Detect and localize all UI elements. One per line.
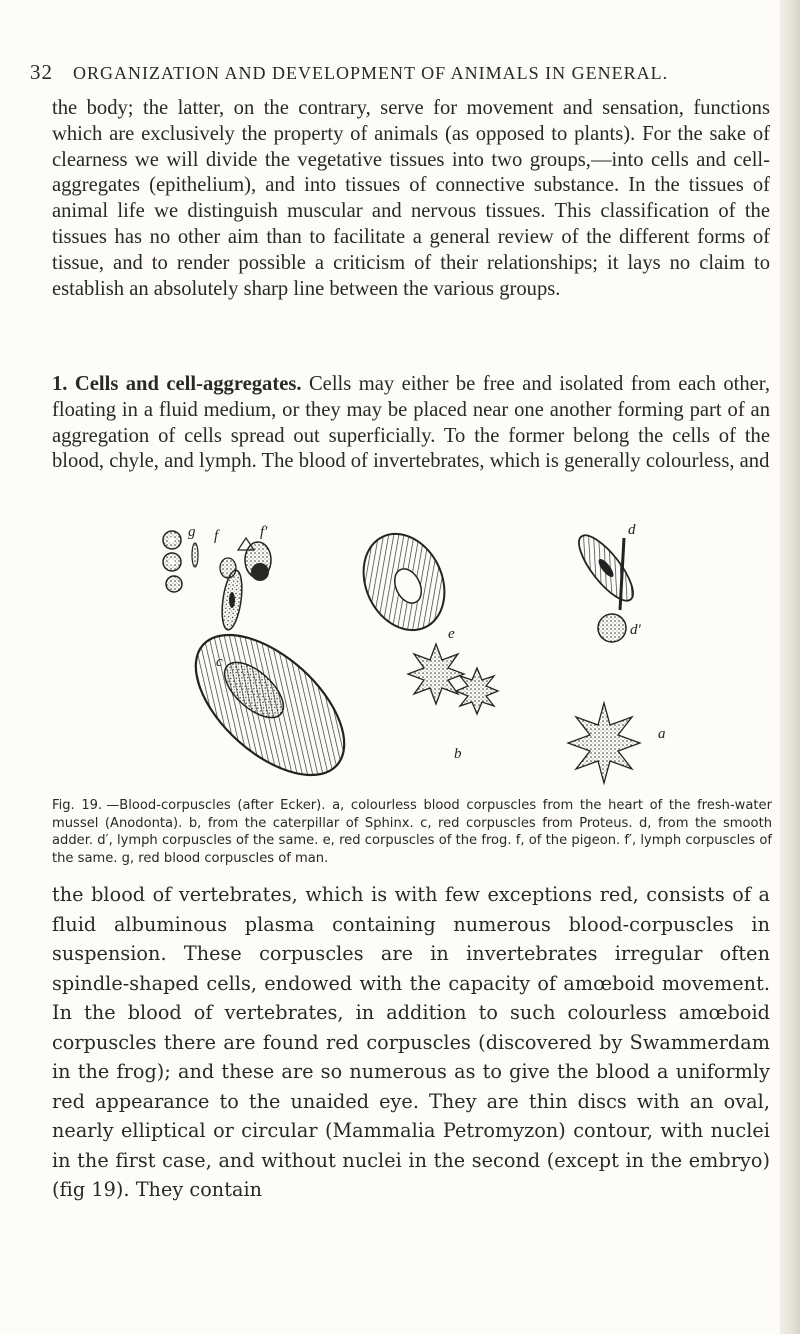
- page-number: 32: [30, 60, 53, 84]
- paragraph-1: the body; the latter, on the contrary, serve for movement and sensation, functions which are exclusively the property of animals (as opposed to plants). For the sake of clearness we will divide the vegetative tissues into two groups,—into cells and cell-aggregates (epithelium), and into tissues of connective substance. In the tissues of animal life we distinguish muscular and nervous tissues. This classification of the tissues has no other aim than to facilitate a general review of the different forms of tissue, and to render possible a criticism of their relationships; it lays no claim to establish an absolutely sharp line between the various groups.: [52, 97, 770, 300]
- figure-19-illustration: [150, 520, 680, 790]
- figure-letter-b: b: [454, 746, 462, 762]
- corpuscle-group-e: [348, 521, 459, 644]
- corpuscle-group-f: [214, 524, 271, 631]
- running-head: [30, 60, 750, 85]
- figure-letter-f-prime: f′: [260, 524, 268, 540]
- page-edge-shadow: [780, 0, 800, 1334]
- paragraph-3: the blood of vertebrates, which is with few exceptions red, consists of a fluid albuminous plasma containing numerous blood-corpuscles in suspension. These corpuscles are in invertebrates irregular often spindle-shaped cells, endowed with the capacity of amœboid movement. In the blood of vertebrates, in addition to such colourless amœboid corpuscles there are found red corpuscles (discovered by Swammerdam in the frog); and these are so numerous as to give the blood a uniformly red appearance to the unaided eye. They are thin discs with an oval, nearly elliptical or circular (Mammalia Petromyzon) contour, with nuclei in the first case, and without nuclei in the second (except in the embryo) (fig 19). They contain: [52, 883, 770, 1201]
- running-head-title: ORGANIZATION AND DEVELOPMENT OF ANIMALS IN GENERAL.: [73, 63, 669, 83]
- corpuscle-group-c: [171, 609, 369, 790]
- paragraph-2: [52, 372, 770, 475]
- figure-letter-d: d: [628, 522, 636, 538]
- figure-letter-a: a: [658, 726, 666, 742]
- paragraph-2-text: Cells may either be free and isolated from each other, floating in a fluid medium, or they may be placed near one another forming part of an aggregation of cells spread out superficially. To the former belong the cells of the blood, chyle, and lymph. The blood of invertebrates, which is generally colourless, and: [52, 373, 770, 473]
- figure-caption: [52, 797, 772, 867]
- caption-text: —Blood-corpuscles (after Ecker). a, colourless blood corpuscles from the heart of the fresh-water mussel (Anodonta). b, from the caterpillar of Sphinx. c, red corpuscles from Proteus. d, from the smooth adder. d′, lymph corpuscles of the same. e, red corpuscles of the frog. f, of the pigeon. f′, lymph corpuscles of the same. g, red blood corpuscles of man.: [52, 798, 772, 866]
- figure-letter-e: e: [448, 626, 455, 642]
- corpuscle-group-b: [408, 644, 498, 762]
- figure-letter-g: g: [188, 524, 196, 540]
- corpuscle-group-g: [163, 524, 198, 592]
- section-heading: 1. Cells and cell-aggregates.: [52, 373, 302, 395]
- figure-letter-c: c: [216, 654, 223, 670]
- caption-label: Fig. 19.: [52, 798, 103, 813]
- figure-letter-f: f: [214, 528, 219, 544]
- corpuscle-group-a: [568, 703, 666, 783]
- figure-letter-d-prime: d′: [630, 622, 641, 638]
- corpuscle-group-d: [570, 522, 641, 642]
